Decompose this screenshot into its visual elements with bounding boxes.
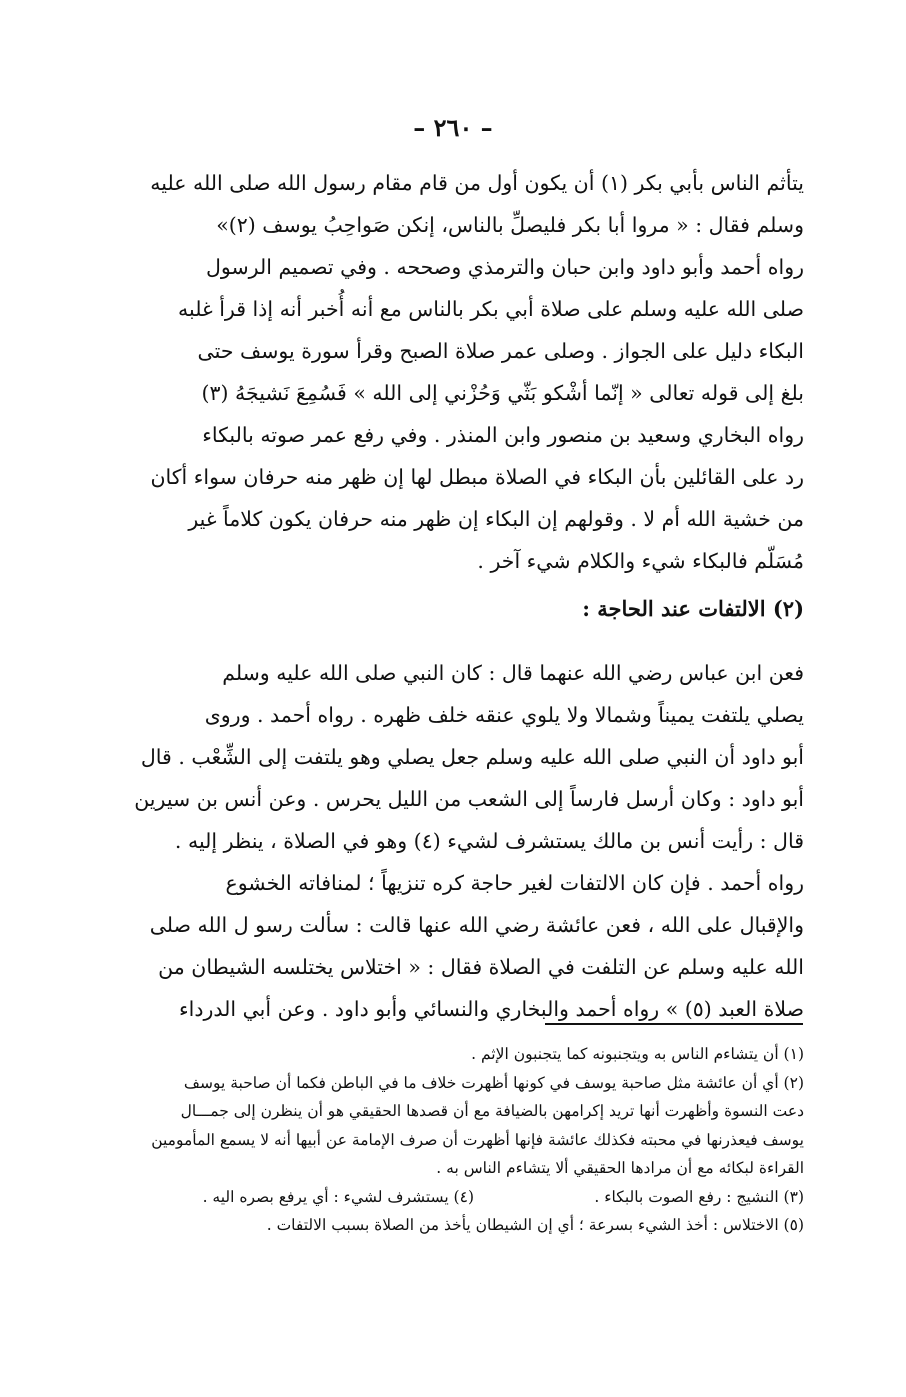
section-heading: (٢) الالتفات عند الحاجة :: [582, 596, 804, 621]
text-line: من خشية الله أم لا . وقولهم إن البكاء إن ظهر منه حرفان يكون كلاماً غير: [188, 507, 804, 531]
text-line: فعن ابن عباس رضي الله عنهما قال : كان النبي صلى الله عليه وسلم: [222, 661, 804, 685]
footnote-2-line: دعت النسوة وأظهرت أنها تريد إكرامهن بالضيافة مع أن قصدها الحقيقي هو أن ينظرن إلى جمـــال: [180, 1102, 804, 1120]
footnote-divider: [545, 1023, 803, 1025]
text-line: والإقبال على الله ، فعن عائشة رضي الله عنها قالت : سألت رسو ل الله صلى: [149, 913, 804, 937]
text-line: رواه أحمد وأبو داود وابن حبان والترمذي وصححه . وفي تصميم الرسول: [206, 255, 804, 279]
page-number: – ٢٦٠ –: [413, 113, 493, 142]
text-line: صلاة العبد (٥) » رواه أحمد والبخاري والنسائي وأبو داود . وعن أبي الدرداء: [178, 997, 804, 1021]
text-line: صلى الله عليه وسلم على صلاة أبي بكر بالناس مع أنه أُخبر أنه إذا قرأ غلبه: [178, 297, 804, 321]
footnote-row-3-4: [130, 1183, 804, 1212]
text-line: بلغ إلى قوله تعالى « إنّما أشْكو بَثّي وَحُزْني إلى الله » فَسُمِعَ نَشيجَهُ (٣): [201, 381, 804, 405]
text-line: يتأثم الناس بأبي بكر (١) أن يكون أول من قام مقام رسول الله صلى الله عليه: [150, 171, 804, 195]
text-line: رواه أحمد . فإن كان الالتفات لغير حاجة كره تنزيهاً ؛ لمنافاته الخشوع: [225, 871, 804, 895]
footnote-2-line: (٢) أي أن عائشة مثل صاحبة يوسف في كونها أظهرت خلاف ما في الباطن فكما أن صاحبة يوسف: [183, 1073, 804, 1092]
text-line: قال : رأيت أنس بن مالك يستشرف لشيء (٤) وهو في الصلاة ، ينظر إليه .: [174, 829, 804, 853]
text-line: رد على القائلين بأن البكاء في الصلاة مبطل لها إن ظهر منه حرفان سواء أكان: [150, 465, 804, 489]
text-line: الله عليه وسلم عن التلفت في الصلاة فقال : « اختلاس يختلسه الشيطان من: [158, 955, 804, 979]
text-line: وسلم فقال : « مروا أبا بكر فليصلِّ بالناس، إنكن صَواحِبُ يوسف (٢)»: [216, 213, 804, 237]
body-paragraph-2: [130, 652, 804, 1030]
text-line: يصلي يلتفت يميناً وشمالا ولا يلوي عنقه خلف ظهره . رواه أحمد . وروى: [204, 703, 804, 727]
footnotes: [130, 1040, 804, 1240]
footnote-1: (١) أن يتشاءم الناس به ويتجنبونه كما يتجنبون الإثم .: [471, 1045, 804, 1063]
text-line: رواه البخاري وسعيد بن منصور وابن المنذر . وفي رفع عمر صوته بالبكاء: [202, 423, 804, 447]
footnote-2-line: القراءة لبكائه مع أن مرادها الحقيقي ألا يتشاءم الناس به .: [436, 1159, 804, 1177]
text-line: أبو داود : وكان أرسل فارساً إلى الشعب من الليل يحرس . وعن أنس بن سيرين: [134, 787, 804, 811]
footnote-5: (٥) الاختلاس : أخذ الشيء بسرعة ؛ أي إن الشيطان يأخذ من الصلاة بسبب الالتفات .: [266, 1216, 804, 1234]
text-line: أبو داود أن النبي صلى الله عليه وسلم جعل يصلي وهو يلتفت إلى الشِّعْب . قال: [140, 745, 804, 769]
text-line: مُسَلّم فالبكاء شيء والكلام شيء آخر .: [477, 549, 804, 573]
footnote-4: (٤) يستشرف لشيء : أي يرفع بصره اليه .: [202, 1187, 474, 1206]
text-line: البكاء دليل على الجواز . وصلى عمر صلاة الصبح وقرأ سورة يوسف حتى: [197, 339, 804, 363]
body-paragraph-1: [130, 162, 804, 582]
footnote-2-line: يوسف فيعذرنها في محبته فكذلك عائشة فإنها أظهرت أن صرف الإمامة عن أبيها أنه لا يسمع المأمومين: [151, 1130, 804, 1149]
footnote-3: (٣) النشيج : رفع الصوت بالبكاء .: [594, 1187, 804, 1206]
